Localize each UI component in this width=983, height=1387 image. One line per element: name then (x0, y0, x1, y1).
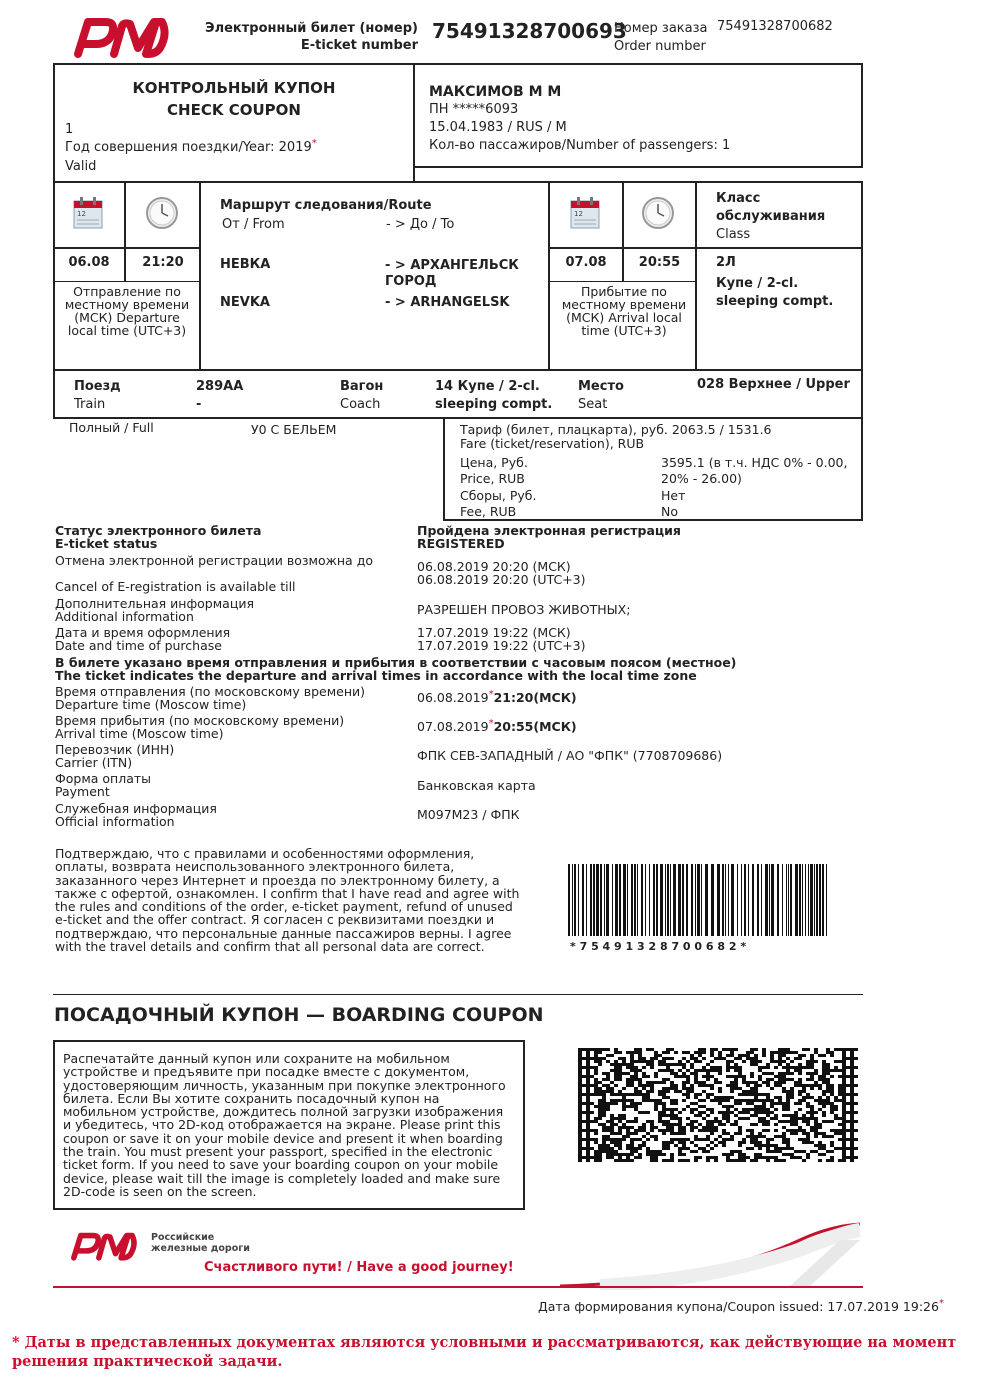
payment-value: Банковская карта (417, 778, 536, 793)
arr-moscow-label-ru: Время прибытия (по московскому времени) (55, 713, 345, 728)
order-number: 75491328700682 (717, 19, 833, 34)
asterisk-mark: * (488, 689, 494, 700)
seat-value: 028 Верхнее / Upper (697, 377, 850, 392)
barcode-bar (686, 864, 688, 936)
barcode-bar (744, 864, 746, 936)
barcode-bar (660, 864, 663, 936)
class-label-en: Class (716, 227, 751, 242)
barcode-bar (826, 864, 827, 936)
coach-label-ru: Вагон (340, 379, 384, 394)
barcode-bar (782, 864, 783, 936)
barcode-bar (631, 864, 633, 936)
barcode-bar (665, 864, 666, 936)
from-station-ru: НЕВКА (220, 257, 271, 272)
ticket-type: Полный / Full (69, 420, 154, 435)
barcode-bar (653, 864, 655, 936)
barcode-bar (615, 864, 618, 936)
rzd-logo (68, 14, 172, 60)
barcode-bar (717, 864, 720, 936)
barcode (568, 864, 830, 936)
qr-code (578, 1048, 858, 1163)
barcode-bar (578, 864, 579, 936)
order-label-ru: Номер заказа (614, 21, 708, 36)
barcode-caption: * 7 5 4 9 1 3 2 8 7 0 0 6 8 2 * (570, 940, 747, 953)
status-value-ru: Пройдена электронная регистрация (417, 523, 681, 538)
purchase-label-ru: Дата и время оформления (55, 625, 231, 640)
purchase-value-2: 17.07.2019 19:22 (UTC+3) (417, 638, 586, 653)
tariff-label: Тариф (билет, плацкарта), руб. 2063.5 / 1531.6 (460, 422, 772, 437)
barcode-bar (795, 864, 798, 936)
agreement-text: Подтверждаю, что с правилами и особенностями оформления, оплаты, возврата неиспользованного электронного билета, заказанного через Интернет и проезда по электронному билету, а также с офертой, ознакомлен. I confirm that I have read and agree with the rules and conditions of the order, e-ticket payment, refund of unused e-ticket and the offer contract. Я согласен с реквизитами поездки и подтверждаю, что персональные данные пассажиров верны. I agree with the travel details and confirm that all personal data are correct. (55, 846, 520, 955)
official-value: М097М23 / ФПК (417, 807, 520, 822)
coupon-validity: Valid (65, 159, 97, 174)
barcode-bar (722, 864, 724, 936)
barcode-bar (649, 864, 650, 936)
rzd-logo (66, 1230, 140, 1262)
timezone-note-en: The ticket indicates the departure and arrival times in accordance with the local time zone (55, 668, 697, 683)
coupon-year: Год совершения поездки/Year: 2019 (65, 140, 312, 155)
asterisk-mark: * (938, 1298, 944, 1309)
barcode-bar (790, 864, 792, 936)
disclaimer: * Даты в представленных документах являются условными и рассматриваются, как действующие на момент решения практической задачи. (12, 1334, 957, 1370)
svg-text:12: 12 (77, 210, 86, 218)
barcode-bar (765, 864, 768, 936)
additional-label-ru: Дополнительная информация (55, 596, 254, 611)
route-from-label: От / From (222, 217, 285, 232)
barcode-bar (741, 864, 742, 936)
coupon-title-ru: КОНТРОЛЬНЫЙ КУПОН (132, 79, 336, 97)
barcode-bar (761, 864, 762, 936)
barcode-bar (777, 864, 779, 936)
barcode-bar (725, 864, 726, 936)
barcode-bar (748, 864, 749, 936)
barcode-bar (612, 864, 613, 936)
barcode-bar (606, 864, 609, 936)
arrival-time: 20:55 (638, 255, 681, 270)
barcode-bar (711, 864, 714, 936)
barcode-bar (593, 864, 595, 936)
barcode-bar (691, 864, 693, 936)
passenger-details: 15.04.1983 / RUS / M (429, 120, 567, 135)
barcode-bar (810, 864, 813, 936)
barcode-bar (728, 864, 729, 936)
passenger-name: МАКСИМОВ М М (429, 84, 562, 100)
barcode-bar (786, 864, 787, 936)
svg-text:12: 12 (574, 210, 583, 218)
check-coupon-box (53, 63, 415, 183)
carrier-label-en: Carrier (ITN) (55, 755, 133, 770)
barcode-bar (656, 864, 658, 936)
barcode-bar (574, 864, 576, 936)
dep-moscow-label-en: Departure time (Moscow time) (55, 697, 247, 712)
clock-icon (145, 196, 179, 230)
fee-value-ru: Нет (661, 488, 686, 503)
route-to-label: - > До / To (386, 217, 455, 232)
fee-label-ru: Сборы, Руб. (460, 488, 537, 503)
status-value-en: REGISTERED (417, 536, 505, 551)
barcode-bar (771, 864, 774, 936)
barcode-bar (678, 864, 681, 936)
barcode-bar (673, 864, 676, 936)
departure-time: 21:20 (142, 255, 184, 270)
from-station-en: NEVKA (220, 295, 270, 310)
barcode-bar (596, 864, 599, 936)
official-label-en: Official information (55, 814, 175, 829)
payment-label-ru: Форма оплаты (55, 771, 152, 786)
barcode-bar (637, 864, 638, 936)
footer-swoosh (560, 1220, 860, 1290)
carrier-label-ru: Перевозчик (ИНН) (55, 742, 175, 757)
barcode-bar (697, 864, 700, 936)
barcode-bar (705, 864, 708, 936)
calendar-icon (569, 196, 601, 230)
barcode-bar (586, 864, 587, 936)
tariff-label-en: Fare (ticket/reservation), RUB (460, 436, 645, 451)
departure-label: Отправление по местному времени (МСК) Departure local time (UTC+3) (64, 284, 190, 338)
additional-value: РАЗРЕШЕН ПРОВОЗ ЖИВОТНЫХ; (417, 602, 631, 617)
eticket-number: 75491328700693 (432, 19, 627, 43)
barcode-bar (802, 864, 803, 936)
status-label-en: E-ticket status (55, 536, 158, 551)
coach-label-en: Coach (340, 397, 381, 412)
barcode-bar (641, 864, 643, 936)
barcode-bar (572, 864, 573, 936)
barcode-bar (670, 864, 671, 936)
coupon-issued: Дата формирования купона/Coupon issued: 17.07.2019 19:26 (538, 1299, 939, 1314)
clock-icon (641, 196, 675, 230)
boarding-instructions: Распечатайте данный купон или сохраните на мобильном устройстве и предъявите при посадке вместе с документом, удостоверяющим личность, указанным при покупке электронного билета. Если Вы хотите сохранить посадочный купон на мобильном устройстве, дождитесь полной загрузки изображения и убедитесь, что 2D-код отображается на экране. Please print this coupon or save it on your mobile device and present it when boarding the train. You must present your passport, specified in the electronic ticket form. If you need to save your boarding coupon on your mobile device, please wait till the image is completely loaded and make sure 2D-code is seen on the screen. (63, 1051, 506, 1199)
arr-moscow-time: 20:55(МСК) (493, 719, 577, 734)
boarding-title: ПОСАДОЧНЫЙ КУПОН — BOARDING COUPON (54, 1004, 544, 1026)
dep-moscow-date: 06.08.2019 (417, 690, 489, 705)
barcode-bar (822, 864, 824, 936)
calendar-icon (72, 196, 104, 230)
barcode-bar (568, 864, 570, 936)
barcode-bar (808, 864, 809, 936)
payment-label-en: Payment (55, 784, 110, 799)
carrier-value: ФПК СЕВ-ЗАПАДНЫЙ / АО "ФПК" (7708709686) (417, 748, 723, 763)
cancel-value-2: 06.08.2019 20:20 (UTC+3) (417, 572, 586, 587)
additional-label-en: Additional information (55, 609, 194, 624)
coupon-count: 1 (65, 122, 74, 137)
seat-label-en: Seat (578, 397, 608, 412)
class-code: 2Л (716, 255, 736, 270)
asterisk-mark: * (311, 138, 317, 149)
class-label-ru: Класс обслуживания (716, 191, 826, 224)
dep-moscow-time: 21:20(МСК) (493, 690, 577, 705)
barcode-bar (814, 864, 815, 936)
barcode-bar (600, 864, 602, 936)
barcode-bar (799, 864, 801, 936)
timezone-note-ru: В билете указано время отправления и прибытия в соответствии с часовым поясом (местное) (55, 655, 737, 670)
barcode-bar (788, 864, 789, 936)
barcode-bar (769, 864, 770, 936)
barcode-bar (752, 864, 754, 936)
dep-moscow-label-ru: Время отправления (по московскому времени) (55, 684, 365, 699)
barcode-bar (819, 864, 821, 936)
cancel-label-en: Cancel of E-registration is available till (55, 579, 296, 594)
boarding-instructions-box (53, 1040, 525, 1210)
train-dash: - (196, 397, 202, 412)
eticket-label-en: E-ticket number (300, 38, 418, 53)
fee-value-en: No (661, 504, 678, 519)
barcode-bar (737, 864, 738, 936)
seat-label-ru: Место (578, 379, 624, 394)
price-label-en: Price, RUB (460, 471, 525, 486)
passenger-document: ПН *****6093 (429, 102, 519, 117)
barcode-bar (627, 864, 628, 936)
fee-label-en: Fee, RUB (460, 504, 517, 519)
asterisk-mark: * (488, 718, 494, 729)
passenger-count: Кол-во пассажиров/Number of passengers: 1 (429, 138, 731, 153)
route-label: Маршрут следования/Route (220, 198, 432, 213)
footer-brand-line1: Российские (151, 1232, 215, 1243)
arr-moscow-label-en: Arrival time (Moscow time) (55, 726, 224, 741)
purchase-label-en: Date and time of purchase (55, 638, 222, 653)
fare-service: У0 С БЕЛЬЕМ (251, 422, 337, 437)
arr-moscow-date: 07.08.2019 (417, 719, 489, 734)
price-label-ru: Цена, Руб. (460, 455, 528, 470)
departure-date: 06.08 (68, 255, 110, 270)
status-label-ru: Статус электронного билета (55, 523, 262, 538)
barcode-bar (757, 864, 759, 936)
cancel-label-ru: Отмена электронной регистрации возможна до (55, 553, 373, 568)
coupon-title-en: CHECK COUPON (167, 101, 301, 119)
barcode-bar (645, 864, 646, 936)
barcode-bar (701, 864, 702, 936)
passenger-box (413, 63, 863, 168)
footer-slogan: Счастливого пути! / Have a good journey! (204, 1260, 514, 1275)
barcode-bar (590, 864, 592, 936)
barcode-bar (634, 864, 636, 936)
barcode-bar (805, 864, 806, 936)
barcode-bar (682, 864, 684, 936)
barcode-bar (582, 864, 584, 936)
barcode-bar (816, 864, 818, 936)
barcode-bar (604, 864, 605, 936)
train-label-en: Train (74, 397, 106, 412)
arrival-label: Прибытие по местному времени (МСК) Arrival local time (UTC+3) (561, 284, 687, 338)
order-label-en: Order number (614, 39, 706, 54)
barcode-bar (695, 864, 696, 936)
purchase-value-1: 17.07.2019 19:22 (МСК) (417, 625, 571, 640)
arrival-date: 07.08 (565, 255, 607, 270)
to-station-ru: - > АРХАНГЕЛЬСК ГОРОД (385, 258, 519, 289)
qr-code-modules (578, 1048, 858, 1163)
eticket-label-ru: Электронный билет (номер) (205, 21, 418, 36)
footer-brand-line2: железные дороги (151, 1243, 250, 1254)
barcode-bar (619, 864, 621, 936)
barcode-bar (623, 864, 626, 936)
to-station-en: - > ARHANGELSK (385, 295, 510, 310)
train-number: 289АА (196, 379, 244, 394)
barcode-bar (731, 864, 734, 936)
train-label-ru: Поезд (74, 379, 121, 394)
price-value: 3595.1 (в т.ч. НДС 0% - 0.00, 20% - 26.00) (661, 455, 848, 486)
barcode-bar (667, 864, 669, 936)
coach-value: 14 Купе / 2-cl. sleeping compt. (435, 379, 553, 412)
cancel-value-1: 06.08.2019 20:20 (МСК) (417, 559, 571, 574)
official-label-ru: Служебная информация (55, 801, 217, 816)
class-description: Купе / 2-cl. sleeping compt. (716, 276, 834, 309)
